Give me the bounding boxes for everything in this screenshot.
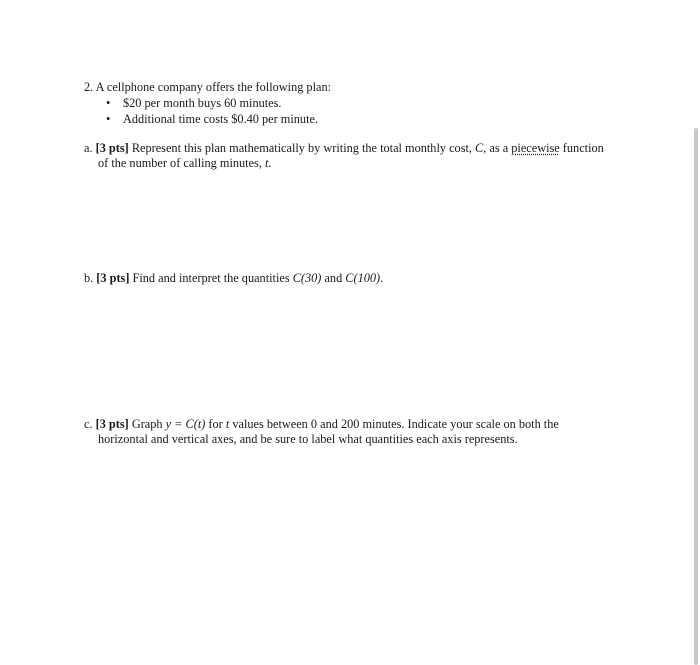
part-c <box>84 417 624 447</box>
part-a-points: [3 pts] <box>95 141 129 155</box>
piecewise-word: piecewise <box>511 141 560 155</box>
part-b-text: . <box>380 271 384 285</box>
part-c-text: values between 0 and 200 minutes. Indicate your scale on both the <box>229 417 559 431</box>
part-a-text: of the number of calling minutes, <box>98 156 265 170</box>
part-a-prefix: a. <box>84 141 96 155</box>
part-c-prefix: c. <box>84 417 96 431</box>
var-t: t <box>265 156 269 170</box>
part-b-prefix: b. <box>84 271 97 285</box>
list-item <box>106 112 318 128</box>
part-a-line-1 <box>84 141 624 156</box>
part-b <box>84 271 624 286</box>
part-c-line-2: horizontal and vertical axes, and be sure to label what quantities each axis represents. <box>98 432 518 446</box>
part-c-text: Graph <box>128 417 166 431</box>
var-c: C <box>475 141 484 155</box>
part-a-text: Represent this plan mathematically by writing the total monthly cost, <box>128 141 476 155</box>
question-title: 2. A cellphone company offers the following plan: <box>84 80 332 94</box>
list-item <box>106 96 318 112</box>
part-b-line-1 <box>84 271 624 286</box>
part-a-line-2 <box>84 156 624 171</box>
part-b-text: Find and interpret the quantities <box>129 271 293 285</box>
part-b-points: [3 pts] <box>96 271 130 285</box>
part-c-points: [3 pts] <box>95 417 129 431</box>
expr-c-30: C(30) <box>292 271 322 285</box>
bullet-icon: • <box>106 96 111 110</box>
part-a <box>84 141 624 171</box>
bullet-text: Additional time costs $0.40 per minute. <box>123 111 319 126</box>
bullet-icon: • <box>106 111 111 126</box>
part-c-text: for <box>205 417 226 431</box>
part-b-text: and <box>321 271 346 285</box>
var-t: t <box>225 417 230 431</box>
part-a-text: function <box>559 141 604 155</box>
vertical-scrollbar[interactable] <box>694 128 698 665</box>
plan-bullet-list <box>106 96 318 127</box>
part-c-line-1 <box>84 417 624 432</box>
part-a-text: . <box>268 156 272 170</box>
expr-y-equals-c-t: y = C(t) <box>165 417 206 431</box>
bullet-text: $20 per month buys 60 minutes. <box>123 96 282 110</box>
part-a-text: , as a <box>483 141 512 155</box>
expr-c-100: C(100) <box>345 271 381 285</box>
